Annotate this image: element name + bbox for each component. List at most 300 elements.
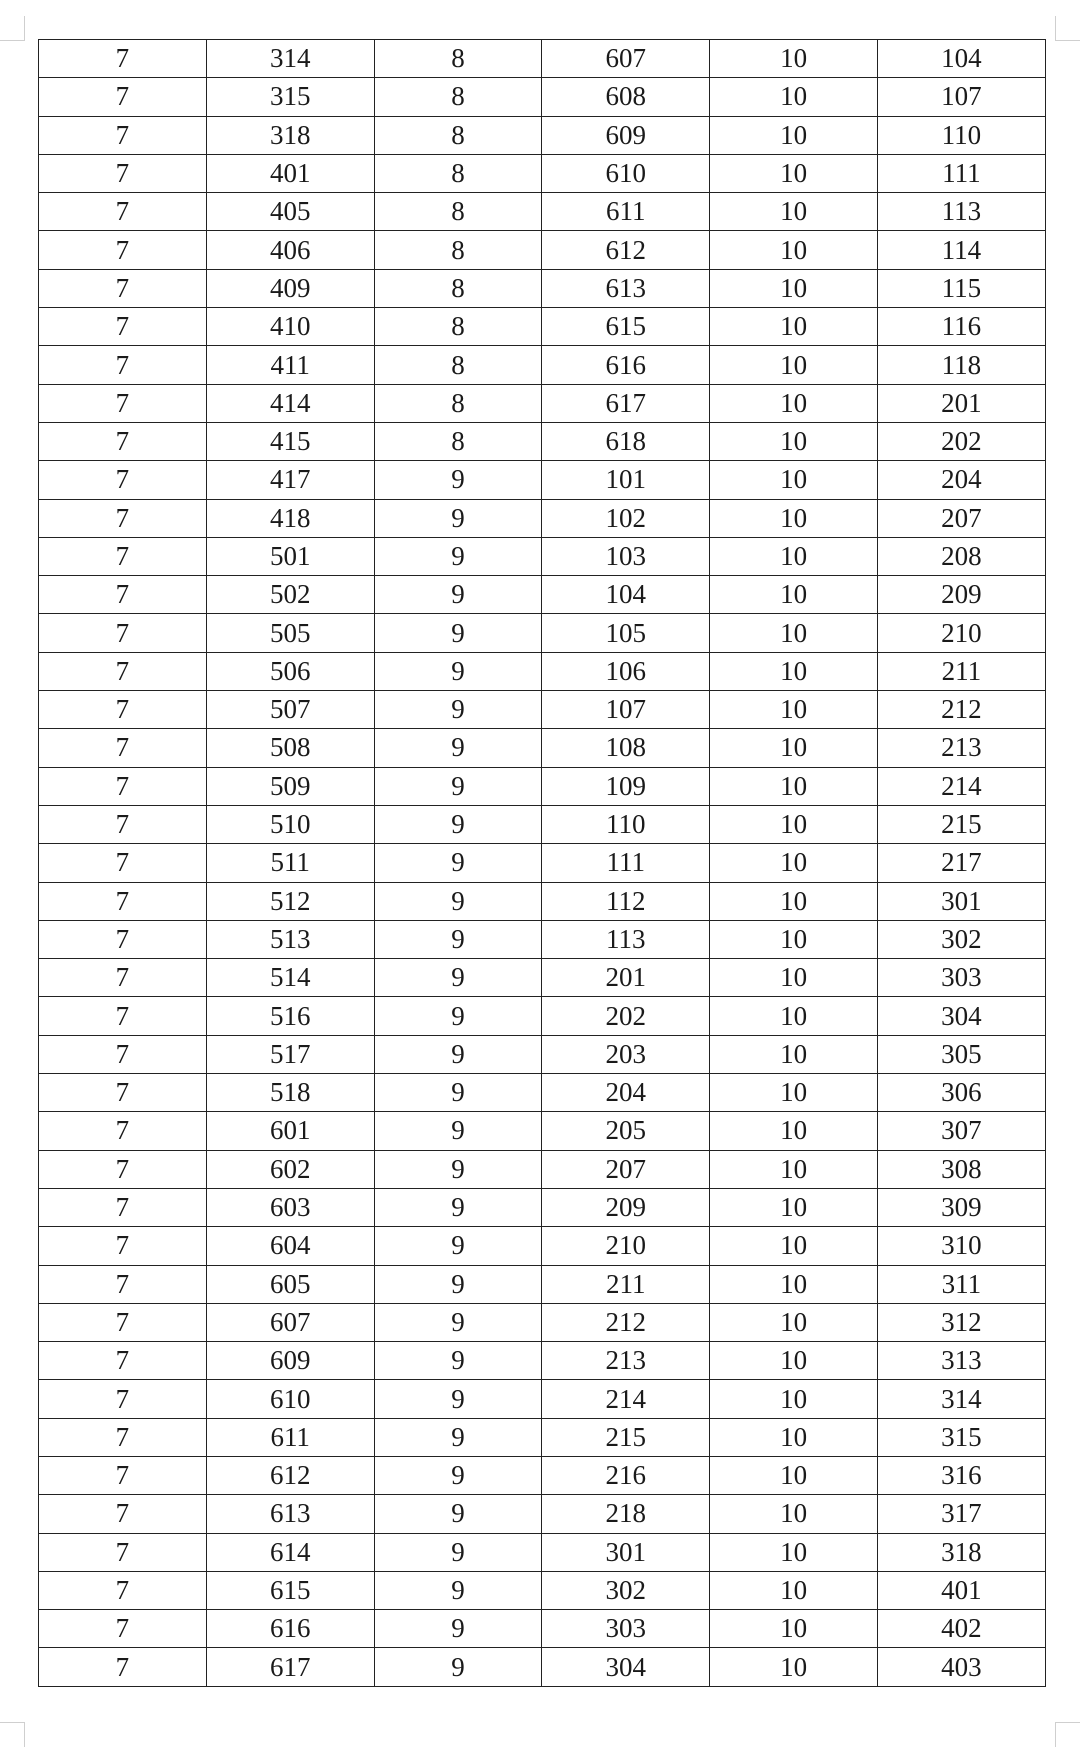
table-cell: 10 <box>710 154 878 192</box>
table-cell: 7 <box>39 1303 207 1341</box>
table-cell: 202 <box>877 422 1045 460</box>
table-cell: 10 <box>710 1150 878 1188</box>
table-cell: 7 <box>39 652 207 690</box>
table-cell: 115 <box>877 269 1045 307</box>
table-cell: 514 <box>206 959 374 997</box>
table-cell: 112 <box>542 882 710 920</box>
table-row <box>39 193 1046 231</box>
table-cell: 203 <box>542 1035 710 1073</box>
table-cell: 613 <box>542 269 710 307</box>
table-cell: 215 <box>542 1418 710 1456</box>
table-cell: 313 <box>877 1342 1045 1380</box>
table-cell: 109 <box>542 767 710 805</box>
table-cell: 10 <box>710 1303 878 1341</box>
table-cell: 9 <box>374 1074 542 1112</box>
table-cell: 7 <box>39 1495 207 1533</box>
table-cell: 8 <box>374 422 542 460</box>
table-cell: 10 <box>710 729 878 767</box>
table-cell: 518 <box>206 1074 374 1112</box>
table-cell: 10 <box>710 959 878 997</box>
table-cell: 616 <box>206 1610 374 1648</box>
table-cell: 7 <box>39 614 207 652</box>
table-cell: 10 <box>710 1112 878 1150</box>
table-cell: 513 <box>206 920 374 958</box>
table-row <box>39 882 1046 920</box>
table-cell: 101 <box>542 461 710 499</box>
table-cell: 8 <box>374 40 542 78</box>
table-row <box>39 1610 1046 1648</box>
table-cell: 118 <box>877 346 1045 384</box>
table-cell: 10 <box>710 1418 878 1456</box>
table-cell: 10 <box>710 882 878 920</box>
table-cell: 402 <box>877 1610 1045 1648</box>
table-cell: 608 <box>542 78 710 116</box>
table-cell: 9 <box>374 1495 542 1533</box>
table-cell: 108 <box>542 729 710 767</box>
table-cell: 617 <box>542 384 710 422</box>
table-cell: 207 <box>542 1150 710 1188</box>
table-cell: 10 <box>710 1265 878 1303</box>
table-cell: 10 <box>710 308 878 346</box>
table-cell: 7 <box>39 920 207 958</box>
table-cell: 7 <box>39 1112 207 1150</box>
table-cell: 107 <box>877 78 1045 116</box>
table-cell: 516 <box>206 997 374 1035</box>
table-cell: 511 <box>206 844 374 882</box>
table-cell: 7 <box>39 1265 207 1303</box>
table-cell: 202 <box>542 997 710 1035</box>
table-cell: 9 <box>374 1342 542 1380</box>
table-cell: 409 <box>206 269 374 307</box>
table-cell: 10 <box>710 193 878 231</box>
table-cell: 9 <box>374 805 542 843</box>
table-row <box>39 1303 1046 1341</box>
table-cell: 7 <box>39 729 207 767</box>
table-cell: 10 <box>710 1188 878 1226</box>
table-cell: 106 <box>542 652 710 690</box>
table-cell: 8 <box>374 308 542 346</box>
table-cell: 406 <box>206 231 374 269</box>
table-cell: 201 <box>877 384 1045 422</box>
table-cell: 10 <box>710 805 878 843</box>
table-cell: 405 <box>206 193 374 231</box>
page-corner-bottom-left <box>0 1722 25 1747</box>
table-row <box>39 614 1046 652</box>
table-cell: 104 <box>877 40 1045 78</box>
table-cell: 9 <box>374 882 542 920</box>
table-cell: 302 <box>877 920 1045 958</box>
table-cell: 10 <box>710 40 878 78</box>
table-cell: 204 <box>877 461 1045 499</box>
table-cell: 113 <box>877 193 1045 231</box>
table-row <box>39 1456 1046 1494</box>
table-cell: 403 <box>877 1648 1045 1686</box>
table-row <box>39 1418 1046 1456</box>
table-cell: 616 <box>542 346 710 384</box>
table-cell: 9 <box>374 1188 542 1226</box>
table-row <box>39 844 1046 882</box>
table-cell: 216 <box>542 1456 710 1494</box>
table-cell: 213 <box>542 1342 710 1380</box>
table-cell: 303 <box>542 1610 710 1648</box>
table-cell: 312 <box>877 1303 1045 1341</box>
table-cell: 10 <box>710 1074 878 1112</box>
table-cell: 301 <box>542 1533 710 1571</box>
table-row <box>39 997 1046 1035</box>
table-cell: 10 <box>710 78 878 116</box>
table-cell: 7 <box>39 1342 207 1380</box>
table-cell: 417 <box>206 461 374 499</box>
table-cell: 9 <box>374 576 542 614</box>
table-cell: 611 <box>542 193 710 231</box>
table-cell: 610 <box>542 154 710 192</box>
table-cell: 217 <box>877 844 1045 882</box>
table-cell: 506 <box>206 652 374 690</box>
table-cell: 7 <box>39 844 207 882</box>
page-corner-bottom-right <box>1055 1722 1080 1747</box>
table-cell: 7 <box>39 1571 207 1609</box>
table-cell: 611 <box>206 1418 374 1456</box>
table-row <box>39 231 1046 269</box>
page-corner-top-right <box>1055 16 1080 41</box>
table-cell: 7 <box>39 461 207 499</box>
table-cell: 311 <box>877 1265 1045 1303</box>
table-row <box>39 499 1046 537</box>
table-cell: 411 <box>206 346 374 384</box>
table-row <box>39 384 1046 422</box>
table-cell: 10 <box>710 346 878 384</box>
table-row <box>39 537 1046 575</box>
table-cell: 7 <box>39 1648 207 1686</box>
table-cell: 8 <box>374 154 542 192</box>
table-cell: 614 <box>206 1533 374 1571</box>
table-cell: 609 <box>542 116 710 154</box>
table-cell: 7 <box>39 40 207 78</box>
table-cell: 104 <box>542 576 710 614</box>
table-cell: 306 <box>877 1074 1045 1112</box>
table-cell: 10 <box>710 384 878 422</box>
table-row <box>39 920 1046 958</box>
table-cell: 10 <box>710 461 878 499</box>
table-cell: 309 <box>877 1188 1045 1226</box>
table-cell: 613 <box>206 1495 374 1533</box>
table-cell: 7 <box>39 154 207 192</box>
table-cell: 418 <box>206 499 374 537</box>
table-row <box>39 461 1046 499</box>
table-row <box>39 1074 1046 1112</box>
table-cell: 7 <box>39 576 207 614</box>
table-cell: 8 <box>374 269 542 307</box>
table-cell: 314 <box>877 1380 1045 1418</box>
table-cell: 9 <box>374 1456 542 1494</box>
table-cell: 9 <box>374 1418 542 1456</box>
table-row <box>39 691 1046 729</box>
table-row <box>39 40 1046 78</box>
table-cell: 10 <box>710 1571 878 1609</box>
table-cell: 10 <box>710 231 878 269</box>
table-cell: 7 <box>39 1533 207 1571</box>
table-cell: 10 <box>710 614 878 652</box>
table-cell: 10 <box>710 1227 878 1265</box>
table-cell: 315 <box>877 1418 1045 1456</box>
table-cell: 113 <box>542 920 710 958</box>
table-cell: 7 <box>39 691 207 729</box>
table-cell: 214 <box>877 767 1045 805</box>
table-cell: 209 <box>877 576 1045 614</box>
table-row <box>39 308 1046 346</box>
table-cell: 212 <box>542 1303 710 1341</box>
table-row <box>39 116 1046 154</box>
table-cell: 7 <box>39 308 207 346</box>
table-cell: 211 <box>877 652 1045 690</box>
table-cell: 9 <box>374 499 542 537</box>
table-cell: 7 <box>39 767 207 805</box>
table-cell: 10 <box>710 652 878 690</box>
table-row <box>39 1112 1046 1150</box>
table-cell: 7 <box>39 537 207 575</box>
table-cell: 7 <box>39 269 207 307</box>
table-cell: 7 <box>39 1380 207 1418</box>
table-cell: 110 <box>542 805 710 843</box>
table-cell: 9 <box>374 1112 542 1150</box>
table-cell: 213 <box>877 729 1045 767</box>
table-cell: 211 <box>542 1265 710 1303</box>
table-cell: 10 <box>710 537 878 575</box>
table-cell: 7 <box>39 1150 207 1188</box>
table-cell: 10 <box>710 1456 878 1494</box>
table-cell: 517 <box>206 1035 374 1073</box>
table-cell: 9 <box>374 1265 542 1303</box>
table-cell: 10 <box>710 691 878 729</box>
table-cell: 10 <box>710 1495 878 1533</box>
table-cell: 410 <box>206 308 374 346</box>
table-cell: 7 <box>39 1035 207 1073</box>
table-cell: 415 <box>206 422 374 460</box>
table-cell: 605 <box>206 1265 374 1303</box>
table-cell: 617 <box>206 1648 374 1686</box>
table-cell: 610 <box>206 1380 374 1418</box>
table-cell: 105 <box>542 614 710 652</box>
table-cell: 10 <box>710 1342 878 1380</box>
table-cell: 7 <box>39 1456 207 1494</box>
table-cell: 10 <box>710 1610 878 1648</box>
table-cell: 210 <box>542 1227 710 1265</box>
table-cell: 318 <box>877 1533 1045 1571</box>
table-cell: 401 <box>206 154 374 192</box>
table-cell: 214 <box>542 1380 710 1418</box>
table-cell: 10 <box>710 1380 878 1418</box>
table-cell: 103 <box>542 537 710 575</box>
table-cell: 7 <box>39 1074 207 1112</box>
table-row <box>39 805 1046 843</box>
table-cell: 212 <box>877 691 1045 729</box>
table-cell: 9 <box>374 844 542 882</box>
table-cell: 9 <box>374 1303 542 1341</box>
table-cell: 8 <box>374 116 542 154</box>
table-cell: 314 <box>206 40 374 78</box>
table-row <box>39 422 1046 460</box>
table-row <box>39 1571 1046 1609</box>
table-cell: 7 <box>39 116 207 154</box>
table-cell: 414 <box>206 384 374 422</box>
table-cell: 507 <box>206 691 374 729</box>
table-cell: 505 <box>206 614 374 652</box>
table-cell: 10 <box>710 269 878 307</box>
table-cell: 607 <box>206 1303 374 1341</box>
table-cell: 509 <box>206 767 374 805</box>
table-cell: 10 <box>710 1648 878 1686</box>
table-cell: 116 <box>877 308 1045 346</box>
table-cell: 9 <box>374 614 542 652</box>
table-cell: 302 <box>542 1571 710 1609</box>
table-cell: 114 <box>877 231 1045 269</box>
table-cell: 10 <box>710 499 878 537</box>
table-cell: 7 <box>39 384 207 422</box>
table-row <box>39 269 1046 307</box>
table-cell: 8 <box>374 78 542 116</box>
data-table <box>38 39 1046 1687</box>
table-row <box>39 1265 1046 1303</box>
table-cell: 401 <box>877 1571 1045 1609</box>
table-row <box>39 576 1046 614</box>
table-row <box>39 1188 1046 1226</box>
table-cell: 9 <box>374 1150 542 1188</box>
table-cell: 215 <box>877 805 1045 843</box>
table-cell: 8 <box>374 193 542 231</box>
table-cell: 615 <box>206 1571 374 1609</box>
table-cell: 9 <box>374 997 542 1035</box>
table-cell: 201 <box>542 959 710 997</box>
table-cell: 10 <box>710 116 878 154</box>
table-row <box>39 1533 1046 1571</box>
table-cell: 9 <box>374 691 542 729</box>
table-cell: 318 <box>206 116 374 154</box>
table-cell: 310 <box>877 1227 1045 1265</box>
table-cell: 10 <box>710 844 878 882</box>
table-row <box>39 959 1046 997</box>
table-cell: 10 <box>710 576 878 614</box>
table-row <box>39 767 1046 805</box>
table-row <box>39 729 1046 767</box>
table-cell: 9 <box>374 1533 542 1571</box>
table-cell: 502 <box>206 576 374 614</box>
table-cell: 317 <box>877 1495 1045 1533</box>
table-cell: 9 <box>374 1571 542 1609</box>
table-cell: 7 <box>39 499 207 537</box>
table-row <box>39 1495 1046 1533</box>
table-cell: 9 <box>374 652 542 690</box>
table-cell: 8 <box>374 346 542 384</box>
table-cell: 102 <box>542 499 710 537</box>
table-cell: 7 <box>39 959 207 997</box>
table-cell: 10 <box>710 767 878 805</box>
table-cell: 205 <box>542 1112 710 1150</box>
table-cell: 603 <box>206 1188 374 1226</box>
table-row <box>39 78 1046 116</box>
table-cell: 9 <box>374 1380 542 1418</box>
table-cell: 618 <box>542 422 710 460</box>
table-cell: 7 <box>39 231 207 269</box>
table-cell: 107 <box>542 691 710 729</box>
table-cell: 501 <box>206 537 374 575</box>
table-cell: 308 <box>877 1150 1045 1188</box>
table-cell: 7 <box>39 1188 207 1226</box>
table-cell: 7 <box>39 78 207 116</box>
table-row <box>39 1380 1046 1418</box>
table-row <box>39 154 1046 192</box>
table-row <box>39 1035 1046 1073</box>
table-cell: 301 <box>877 882 1045 920</box>
table-row <box>39 652 1046 690</box>
table-cell: 9 <box>374 729 542 767</box>
table-cell: 110 <box>877 116 1045 154</box>
table-cell: 111 <box>877 154 1045 192</box>
table-cell: 303 <box>877 959 1045 997</box>
table-cell: 9 <box>374 1648 542 1686</box>
table-cell: 304 <box>542 1648 710 1686</box>
table-cell: 307 <box>877 1112 1045 1150</box>
table-cell: 615 <box>542 308 710 346</box>
table-cell: 7 <box>39 882 207 920</box>
table-cell: 9 <box>374 461 542 499</box>
table-cell: 10 <box>710 1035 878 1073</box>
table-cell: 7 <box>39 422 207 460</box>
table-cell: 9 <box>374 537 542 575</box>
table-cell: 10 <box>710 920 878 958</box>
table-cell: 604 <box>206 1227 374 1265</box>
table-cell: 8 <box>374 384 542 422</box>
table-body <box>39 40 1046 1687</box>
table-row <box>39 1648 1046 1686</box>
table-cell: 7 <box>39 1227 207 1265</box>
table-row <box>39 346 1046 384</box>
table-cell: 208 <box>877 537 1045 575</box>
table-cell: 508 <box>206 729 374 767</box>
table-row <box>39 1150 1046 1188</box>
table-cell: 10 <box>710 422 878 460</box>
table-cell: 9 <box>374 1610 542 1648</box>
page-corner-top-left <box>0 16 25 41</box>
table-cell: 316 <box>877 1456 1045 1494</box>
table-cell: 10 <box>710 1533 878 1571</box>
table-cell: 7 <box>39 997 207 1035</box>
table-cell: 315 <box>206 78 374 116</box>
table-cell: 607 <box>542 40 710 78</box>
table-cell: 9 <box>374 1227 542 1265</box>
table-cell: 9 <box>374 920 542 958</box>
table-cell: 612 <box>206 1456 374 1494</box>
table-cell: 510 <box>206 805 374 843</box>
table-cell: 609 <box>206 1342 374 1380</box>
table-cell: 111 <box>542 844 710 882</box>
table-cell: 204 <box>542 1074 710 1112</box>
table-cell: 7 <box>39 193 207 231</box>
table-cell: 7 <box>39 1610 207 1648</box>
table-cell: 9 <box>374 1035 542 1073</box>
table-cell: 612 <box>542 231 710 269</box>
table-cell: 207 <box>877 499 1045 537</box>
table-cell: 210 <box>877 614 1045 652</box>
table-cell: 10 <box>710 997 878 1035</box>
table-cell: 305 <box>877 1035 1045 1073</box>
table-cell: 8 <box>374 231 542 269</box>
table-cell: 512 <box>206 882 374 920</box>
table-cell: 7 <box>39 1418 207 1456</box>
table-row <box>39 1342 1046 1380</box>
table-cell: 9 <box>374 767 542 805</box>
table-cell: 602 <box>206 1150 374 1188</box>
table-cell: 218 <box>542 1495 710 1533</box>
